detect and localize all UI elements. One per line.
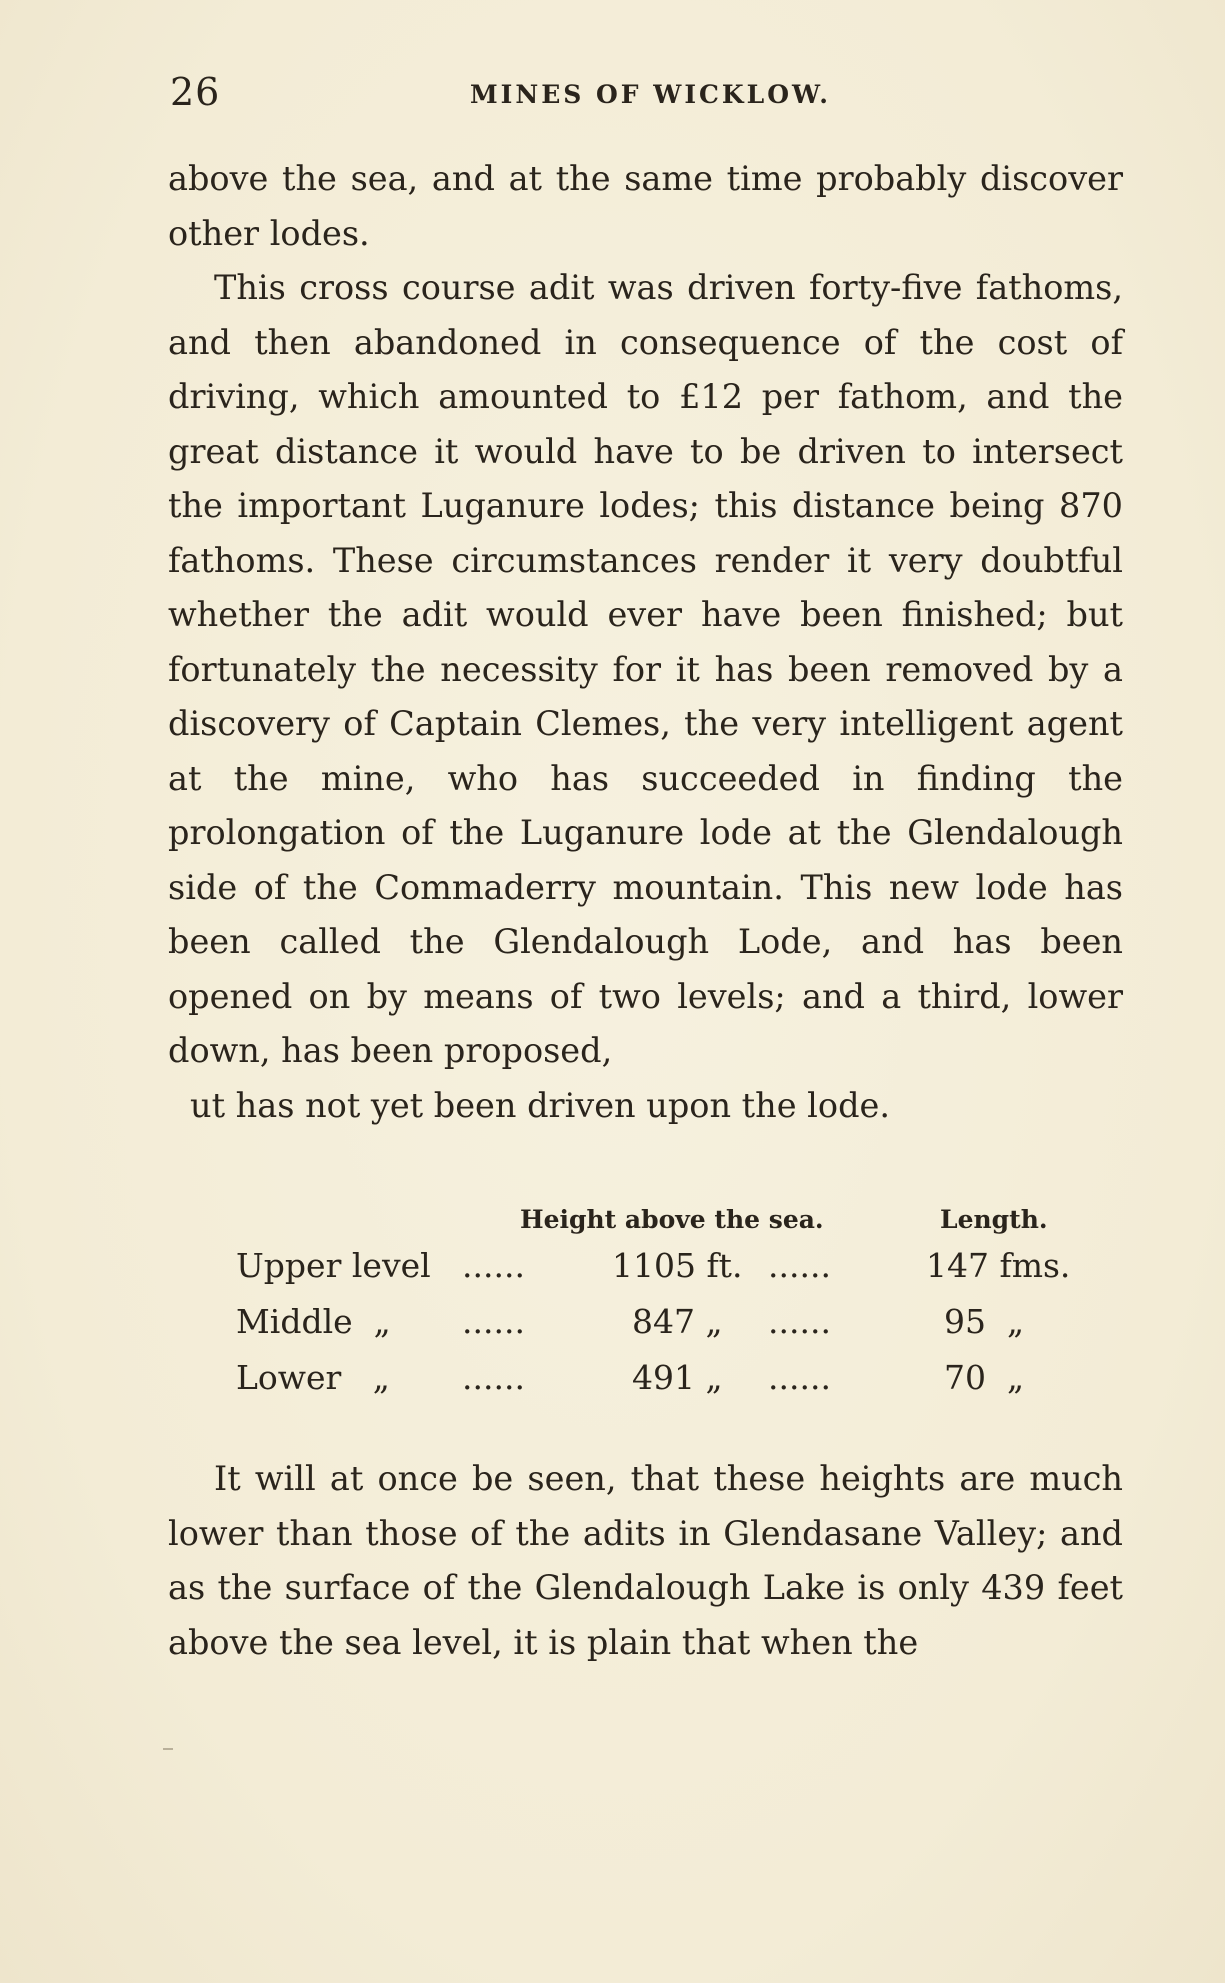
row-middle-length: 95 „ — [944, 1302, 1025, 1341]
paragraph-main-text: This cross course adit was driven forty-five fathoms, and then abandoned in consequence of the cost of driving, which amounted to £12 per fathom, and the great distance it would have to be driven to intersect the important Luganure lodes; this distance being 870 fathoms. These circumstances render it very doubtful whether the adit would ever have been finished; but fortunately the necessity for it has been removed by a discovery of Captain Clemes, the very intelligent agent at the mine, who has succeeded in finding the prolongation of the Luganure lode at the Glendalough side of the Commaderry mountain. This new lode has been called the Glendalough Lode, and has been opened on by means of two levels; and a third, lower down, has been proposed, — [168, 268, 1123, 1070]
row-middle-name: Middle „ — [236, 1302, 391, 1341]
paragraph-continued: above the sea, and at the same time probably discover other lodes. — [168, 159, 1123, 253]
row-lower-name: Lower „ — [236, 1358, 390, 1397]
row-upper-length: 147 fms. — [926, 1246, 1071, 1285]
row-middle-leader2: ...... — [768, 1302, 831, 1341]
column-header-height: Height above the sea. — [520, 1205, 824, 1234]
row-middle-leader: ...... — [462, 1302, 525, 1341]
running-title: MINES OF WICKLOW. — [470, 80, 831, 109]
row-lower-leader: ...... — [462, 1358, 525, 1397]
closing-text-block — [168, 1452, 1123, 1670]
row-upper-name: Upper level — [236, 1246, 431, 1285]
page-number: 26 — [170, 70, 221, 114]
row-upper-leader2: ...... — [768, 1246, 831, 1285]
row-lower-length: 70 „ — [944, 1358, 1025, 1397]
row-upper-height: 1105 ft. — [612, 1246, 743, 1285]
row-lower-leader2: ...... — [768, 1358, 831, 1397]
row-lower-height: 491 „ — [632, 1358, 723, 1397]
paragraph-closing: It will at once be seen, that these heights are much lower than those of the adits in Glendasane Valley; and as the surface of the Glendalough Lake is only 439 feet above the sea level, it is plain that when the — [168, 1459, 1123, 1662]
row-middle-height: 847 „ — [632, 1302, 723, 1341]
row-upper-leader: ...... — [462, 1246, 525, 1285]
paragraph-main-last-line: ut has not yet been driven upon the lode. — [190, 1085, 890, 1125]
column-header-length: Length. — [940, 1205, 1048, 1234]
margin-mark — [163, 1748, 173, 1750]
